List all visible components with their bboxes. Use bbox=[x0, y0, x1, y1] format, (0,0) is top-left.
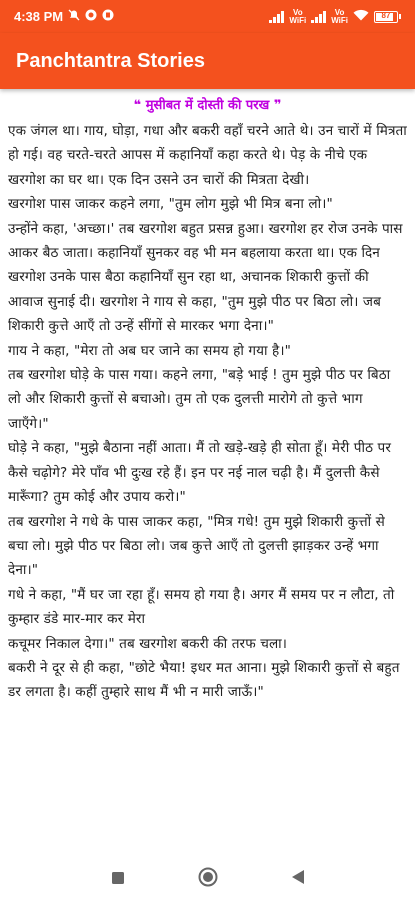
recents-button[interactable] bbox=[93, 858, 143, 900]
signal-icon-2 bbox=[311, 11, 326, 23]
story-paragraph: गधे ने कहा, "मैं घर जा रहा हूँ। समय हो गया है। अगर मैं समय पर न लौटा, तो कुम्हार डंडे मार-मार कर मेरा bbox=[8, 586, 395, 628]
signal-icon bbox=[269, 11, 284, 23]
status-right bbox=[269, 9, 401, 25]
status-left bbox=[14, 9, 114, 24]
battery-level: 87 bbox=[381, 10, 391, 20]
home-icon bbox=[198, 867, 218, 891]
story-paragraph: घोड़े ने कहा, "मुझे बैठाना नहीं आता। मैं तो खड़े-खड़े ही सोता हूँ। मेरी पीठ पर कैसे चढ़ोगे? मेरे पाँव भी दुःख रहे हैं। इन पर नई नाल चढ़ी है। मैं दुलत्ती कैसे मारूँगा? तुम कोई और उपाय करो।" bbox=[8, 440, 391, 506]
home-button[interactable] bbox=[183, 858, 233, 900]
recents-icon bbox=[111, 870, 125, 889]
vowifi-icon: Vo WiFi bbox=[289, 7, 307, 25]
story-paragraph: खरगोश पास जाकर कहने लगा, "तुम लोग मुझे भी मित्र बना लो।" bbox=[8, 196, 333, 213]
back-button[interactable] bbox=[273, 858, 323, 900]
story-paragraph: एक जंगल था। गाय, घोड़ा, गधा और बकरी वहाँ चरने आते थे। उन चारों में मित्रता हो गई। वह चरते-चरते आपस में कहानियाँ कहा करते थे। पेड़ के नीचे एक खरगोश का घर था। एक दिन उसने उन चारों की मित्रता देखी। bbox=[8, 123, 407, 188]
app-bar bbox=[0, 33, 415, 89]
wifi-icon bbox=[353, 9, 369, 24]
app-notification-icon bbox=[85, 9, 97, 24]
app-notification-icon-2 bbox=[102, 9, 114, 24]
app-title: Panchtantra Stories bbox=[16, 49, 205, 72]
mute-icon bbox=[68, 9, 80, 24]
navigation-bar bbox=[0, 858, 415, 900]
status-bar bbox=[0, 0, 415, 33]
story-content[interactable] bbox=[0, 93, 415, 858]
back-icon bbox=[291, 869, 305, 889]
story-title: ❝ मुसीबत में दोस्ती की परख ❞ bbox=[133, 98, 282, 113]
story-paragraph: बकरी ने दूर से ही कहा, "छोटे भैया! इधर मत आना। मुझे शिकारी कुत्तों से बहुत डर लगता है। कहीं तुम्हारे साथ मैं भी न मारी जाऊँ।" bbox=[8, 659, 400, 701]
status-time: 4:38 PM bbox=[14, 9, 64, 24]
story-paragraph: तब खरगोश घोड़े के पास गया। कहने लगा, "बड़े भाई ! तुम मुझे पीठ पर बिठा लो और शिकारी कुत्तों से बचाओ। तुम तो एक दुलत्ती मारोगे तो कुत्ते भाग जाएँगे।" bbox=[8, 367, 391, 432]
story-paragraph: तब खरगोश ने गधे के पास जाकर कहा, "मित्र गधे! तुम मुझे शिकारी कुत्तों से बचा लो। मुझे पीठ पर बिठा लो। जब कुत्ते आएँ तो दुलत्ती झाड़कर उन्हें भगा देना।" bbox=[8, 513, 385, 579]
story-paragraph: गाय ने कहा, "मेरा तो अब घर जाने का समय हो गया है।" bbox=[8, 342, 291, 359]
vowifi-icon-2: Vo WiFi bbox=[331, 7, 348, 25]
battery-icon bbox=[374, 11, 401, 23]
story-paragraph: कचूमर निकाल देगा।" तब खरगोश बकरी की तरफ चला। bbox=[8, 635, 288, 652]
story-paragraph: उन्होंने कहा, 'अच्छा।' तब खरगोश बहुत प्रसन्न हुआ। खरगोश हर रोज उनके पास आकर बैठ जाता। कहानियाँ सुनकर वह भी मन बहलाया करता था। एक दिन खरगोश उनके पास बैठा कहानियाँ सुन रहा था, अचानक शिकारी कुत्तों की आवाज सुनाई दी। खरगोश ने गाय से कहा, "तुम मुझे पीठ पर बिठा लो। जब शिकारी कुत्ते आएँ तो उन्हें सींगों से मारकर भगा देना।" bbox=[8, 220, 403, 335]
